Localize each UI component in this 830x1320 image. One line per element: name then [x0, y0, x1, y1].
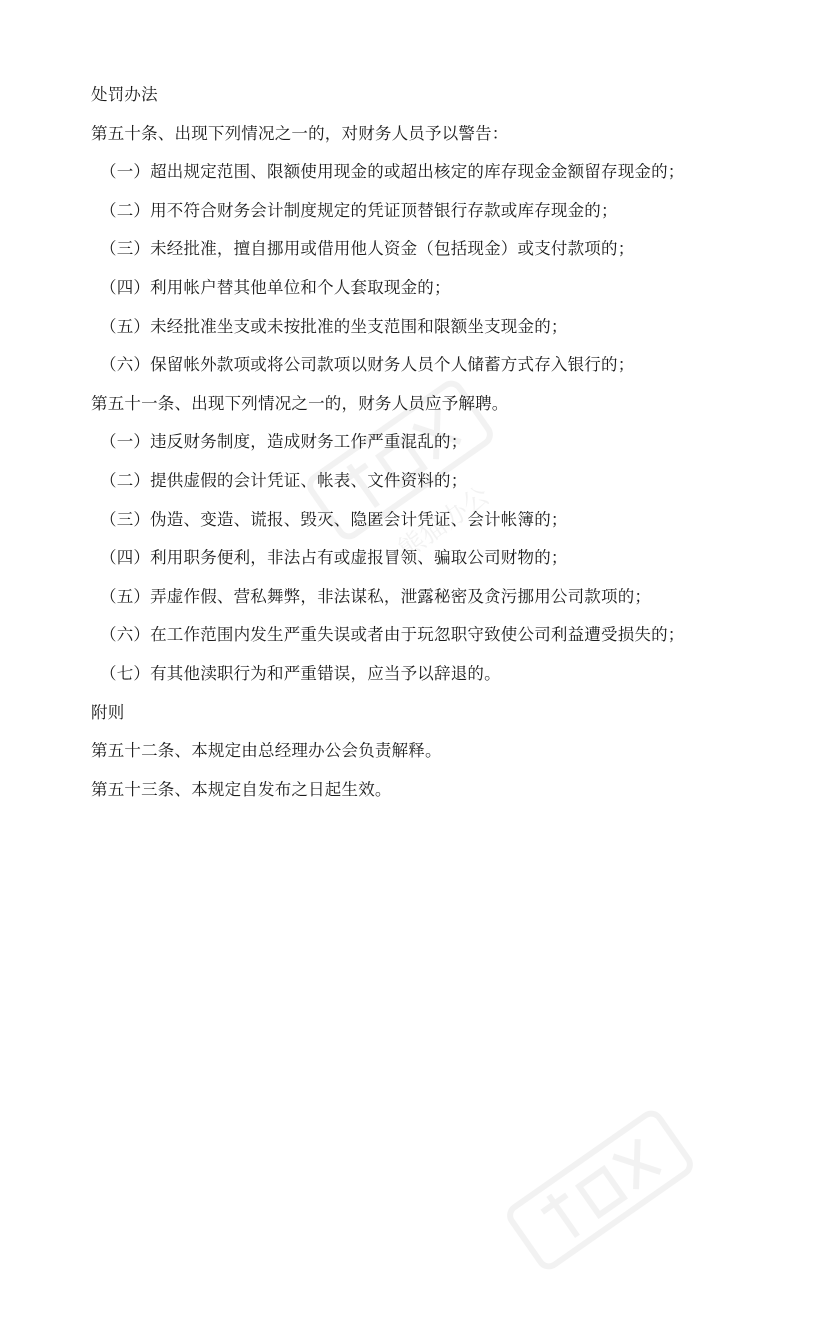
article-title: 第五十三条、本规定自发布之日起生效。 — [91, 779, 392, 799]
article-item: （三）未经批准，擅自挪用或借用他人资金（包括现金）或支付款项的； — [100, 239, 635, 259]
section-heading: 处罚办法 — [91, 85, 158, 104]
article-item: （六）在工作范围内发生严重失误或者由于玩忽职守致使公司利益遭受损失的； — [100, 625, 685, 645]
section-heading: 附则 — [91, 702, 125, 722]
article-item: （六）保留帐外款项或将公司款项以财务人员个人储蓄方式存入银行的； — [100, 355, 635, 375]
article-title: 第五十二条、本规定由总经理办公会负责解释。 — [91, 741, 442, 761]
article-item: （七）有其他渎职行为和严重错误，应当予以辞退的。 — [100, 663, 501, 683]
watermark-text: 熊猫办公 — [392, 480, 496, 566]
article-item: （一）违反财务制度，造成财务工作严重混乱的； — [100, 432, 468, 452]
document-body — [91, 84, 791, 817]
article-item: （四）利用职务便利，非法占有或虚报冒领、骗取公司财物的； — [100, 548, 568, 568]
article-item: （四）利用帐户替其他单位和个人套取现金的； — [100, 277, 451, 297]
article-item: （二）提供虚假的会计凭证、帐表、文件资料的； — [100, 470, 468, 490]
article-title: 第五十一条、出现下列情况之一的，财务人员应予解聘。 — [91, 393, 509, 413]
article-item: （一）超出规定范围、限额使用现金的或超出核定的库存现金金额留存现金的； — [100, 162, 685, 182]
article-item: （五）未经批准坐支或未按批准的坐支范围和限额坐支现金的； — [100, 316, 568, 336]
article-item: （三）伪造、变造、谎报、毁灭、隐匿会计凭证、会计帐簿的； — [100, 509, 568, 529]
watermark-stamp — [470, 1060, 730, 1320]
article-item: （二）用不符合财务会计制度规定的凭证顶替银行存款或库存现金的； — [100, 200, 618, 220]
article-item: （五）弄虚作假、营私舞弊，非法谋私，泄露秘密及贪污挪用公司款项的； — [100, 586, 652, 606]
article-title: 第五十条、出现下列情况之一的，对财务人员予以警告： — [91, 123, 509, 143]
